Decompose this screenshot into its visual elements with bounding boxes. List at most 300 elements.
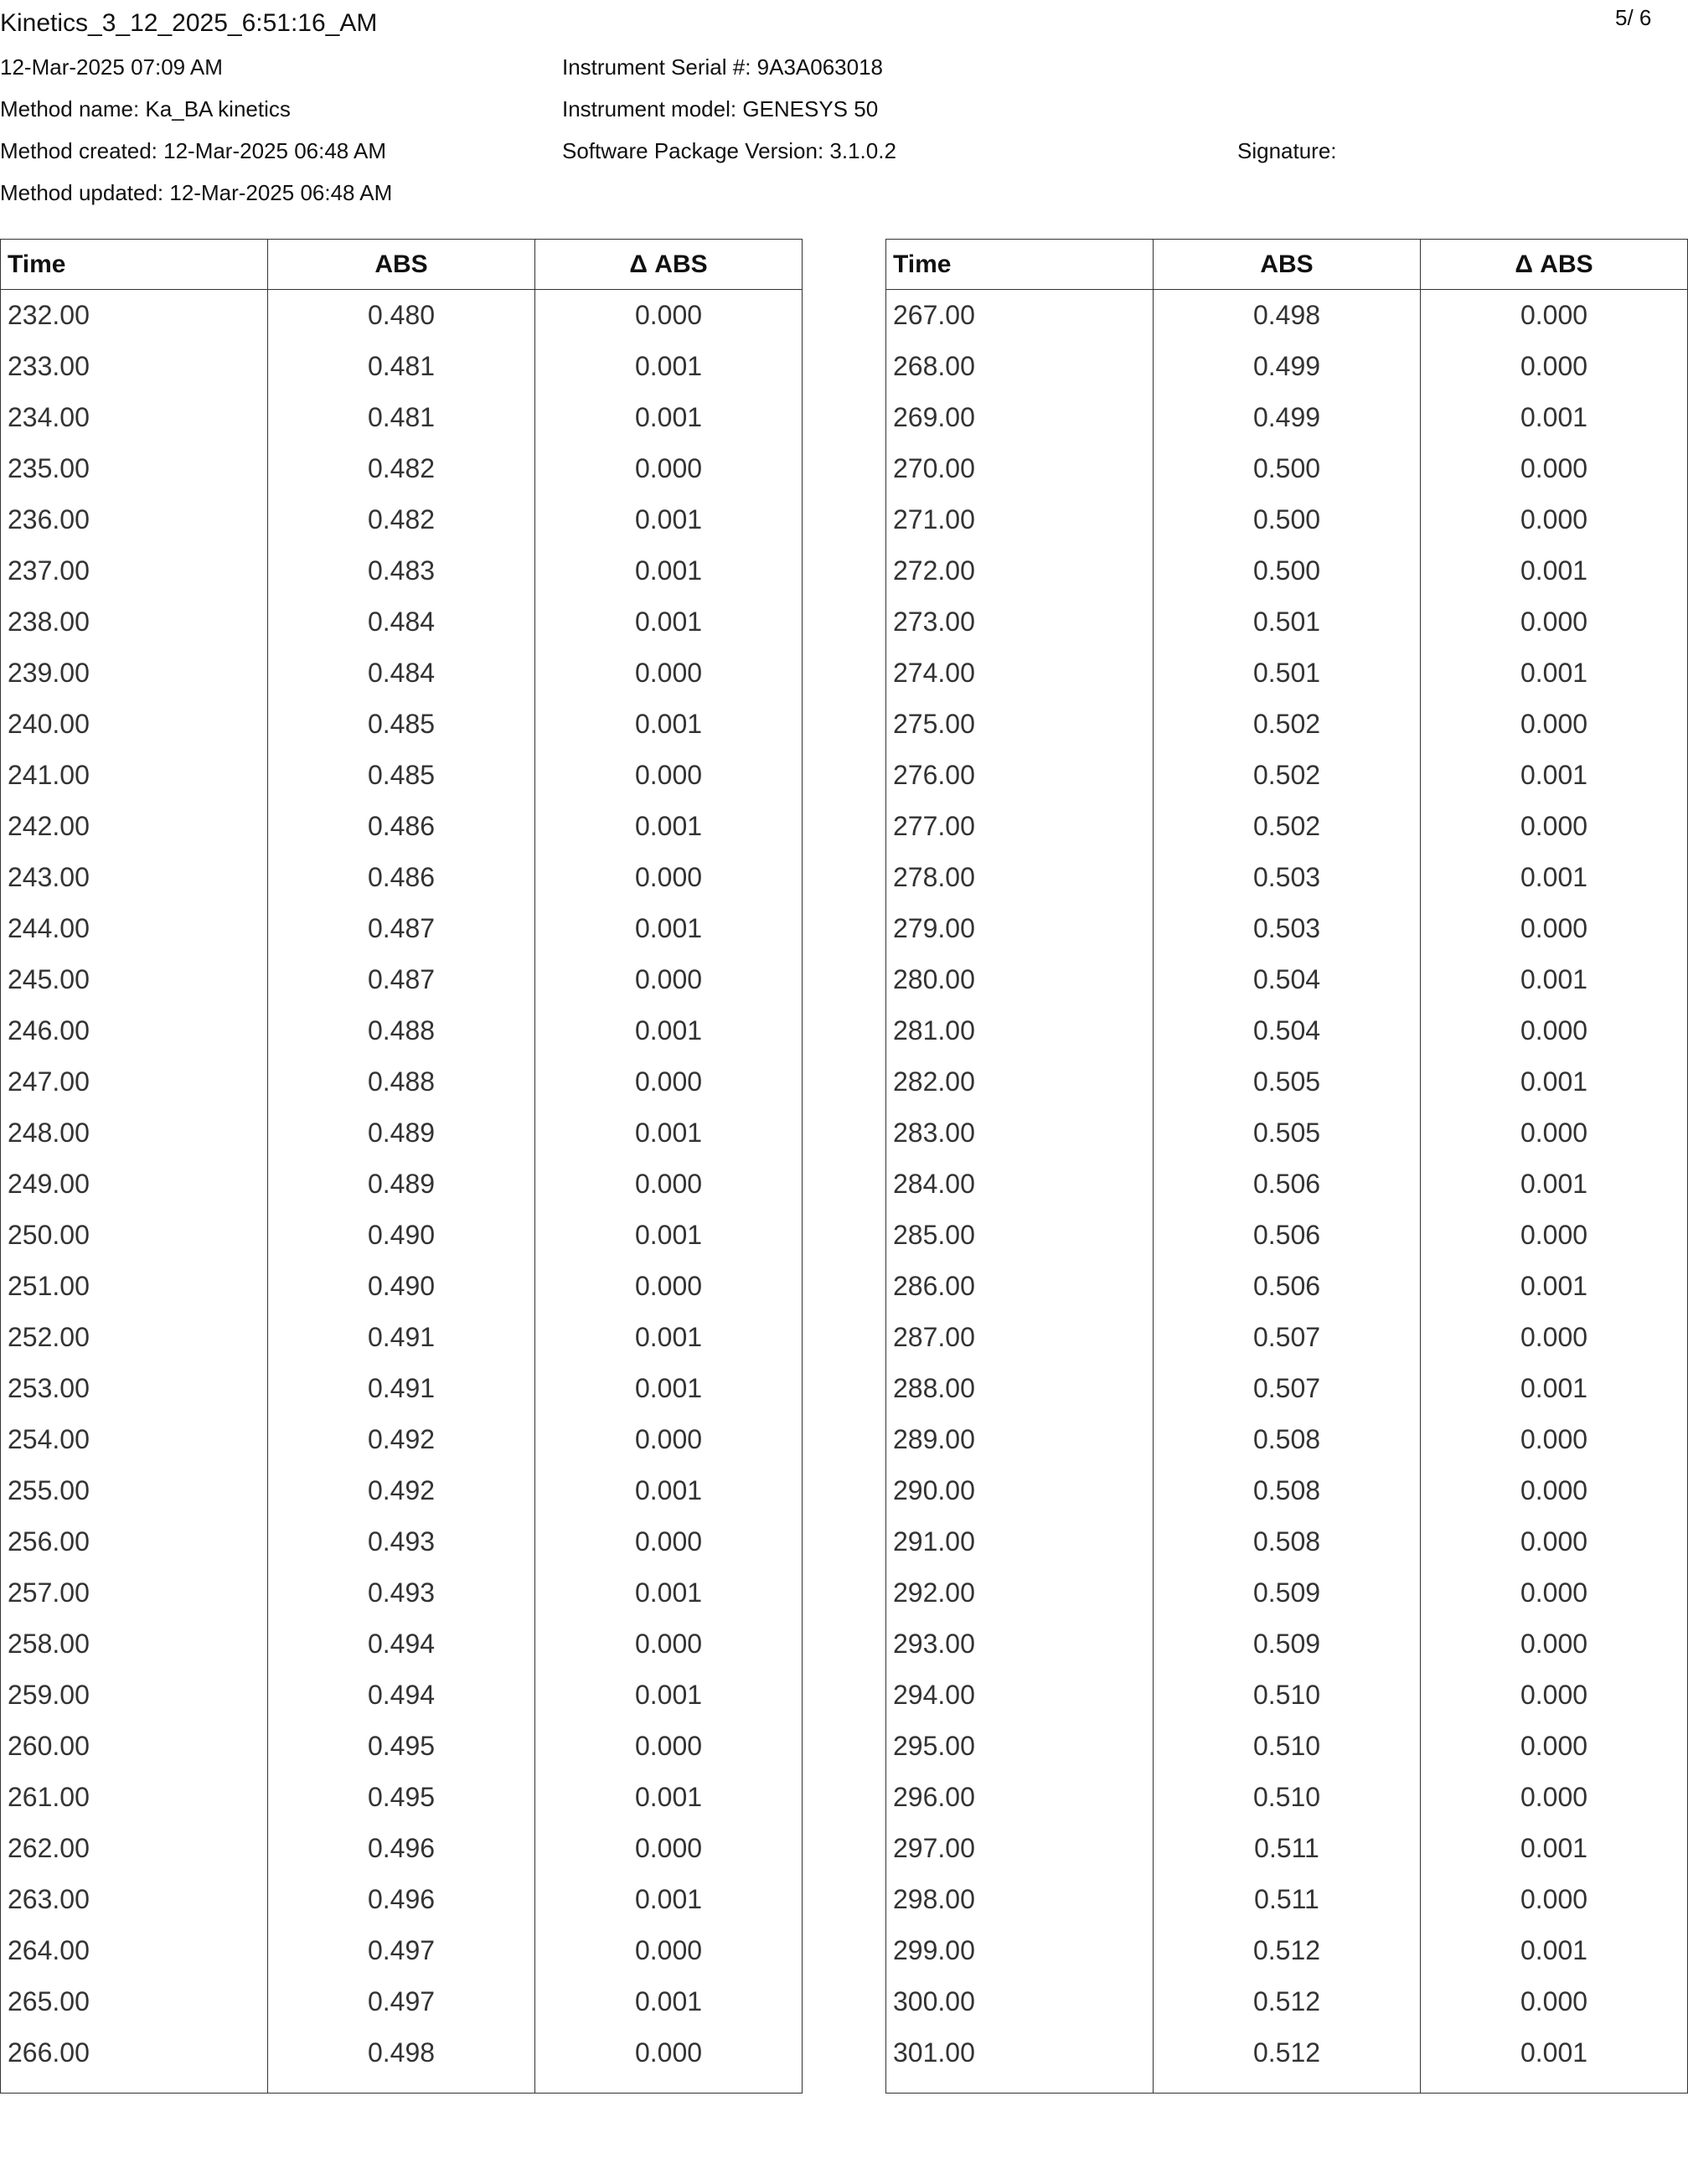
time-cell: 242.00	[1, 801, 268, 852]
table-row	[886, 1721, 1688, 1772]
delta-abs-cell: 0.001	[535, 1005, 803, 1056]
delta-abs-cell: 0.001	[535, 1312, 803, 1363]
time-cell: 296.00	[886, 1772, 1154, 1823]
delta-abs-cell: 0.000	[535, 1056, 803, 1107]
abs-cell: 0.497	[268, 1925, 535, 1976]
table-row	[886, 1107, 1688, 1159]
delta-abs-cell: 0.001	[535, 1772, 803, 1823]
delta-abs-cell: 0.001	[1421, 1925, 1688, 1976]
delta-abs-cell: 0.001	[1421, 1363, 1688, 1414]
abs-cell: 0.493	[268, 1516, 535, 1567]
time-cell: 282.00	[886, 1056, 1154, 1107]
time-cell: 265.00	[1, 1976, 268, 2027]
table-row	[1, 954, 803, 1005]
column-header-delta-abs: Δ ABS	[535, 240, 803, 290]
time-cell: 289.00	[886, 1414, 1154, 1465]
time-cell: 247.00	[1, 1056, 268, 1107]
table-row	[1, 699, 803, 750]
time-cell: 246.00	[1, 1005, 268, 1056]
abs-cell: 0.483	[268, 545, 535, 596]
abs-cell: 0.512	[1154, 1976, 1421, 2027]
table-row	[1, 801, 803, 852]
table-row	[1, 392, 803, 443]
time-cell: 237.00	[1, 545, 268, 596]
table-row	[886, 648, 1688, 699]
time-cell: 257.00	[1, 1567, 268, 1619]
time-cell: 253.00	[1, 1363, 268, 1414]
time-cell: 260.00	[1, 1721, 268, 1772]
time-cell: 272.00	[886, 545, 1154, 596]
time-cell: 275.00	[886, 699, 1154, 750]
time-cell: 243.00	[1, 852, 268, 903]
time-cell: 281.00	[886, 1005, 1154, 1056]
abs-cell: 0.487	[268, 954, 535, 1005]
time-cell: 240.00	[1, 699, 268, 750]
abs-cell: 0.502	[1154, 801, 1421, 852]
table-row	[886, 2027, 1688, 2093]
report-date: 12-Mar-2025 07:09 AM	[0, 54, 223, 80]
time-cell: 273.00	[886, 596, 1154, 648]
time-cell: 284.00	[886, 1159, 1154, 1210]
time-cell: 299.00	[886, 1925, 1154, 1976]
time-cell: 259.00	[1, 1670, 268, 1721]
time-cell: 256.00	[1, 1516, 268, 1567]
table-row	[1, 1261, 803, 1312]
time-cell: 254.00	[1, 1414, 268, 1465]
column-header-abs: ABS	[1154, 240, 1421, 290]
delta-abs-cell: 0.000	[1421, 699, 1688, 750]
delta-abs-cell: 0.000	[1421, 1516, 1688, 1567]
delta-abs-cell: 0.001	[535, 1874, 803, 1925]
delta-abs-cell: 0.001	[535, 801, 803, 852]
time-cell: 290.00	[886, 1465, 1154, 1516]
delta-abs-cell: 0.000	[535, 954, 803, 1005]
delta-abs-cell: 0.000	[1421, 1772, 1688, 1823]
table-row	[1, 1772, 803, 1823]
delta-abs-cell: 0.000	[1421, 1107, 1688, 1159]
time-cell: 233.00	[1, 341, 268, 392]
table-row	[1, 1874, 803, 1925]
delta-abs-cell: 0.000	[535, 1823, 803, 1874]
time-cell: 238.00	[1, 596, 268, 648]
delta-abs-cell: 0.001	[1421, 852, 1688, 903]
table-row	[1, 596, 803, 648]
abs-cell: 0.484	[268, 648, 535, 699]
delta-abs-cell: 0.001	[535, 494, 803, 545]
time-cell: 287.00	[886, 1312, 1154, 1363]
abs-cell: 0.507	[1154, 1363, 1421, 1414]
abs-cell: 0.488	[268, 1056, 535, 1107]
delta-abs-cell: 0.000	[1421, 1976, 1688, 2027]
abs-cell: 0.492	[268, 1465, 535, 1516]
delta-abs-cell: 0.001	[535, 392, 803, 443]
delta-abs-cell: 0.001	[535, 1976, 803, 2027]
table-row	[886, 954, 1688, 1005]
right-data-table	[885, 239, 1688, 2094]
instrument-model: Instrument model: GENESYS 50	[562, 96, 879, 121]
software-version: Software Package Version: 3.1.0.2	[562, 138, 896, 163]
abs-cell: 0.511	[1154, 1874, 1421, 1925]
signature-label: Signature:	[1237, 138, 1337, 163]
abs-cell: 0.502	[1154, 750, 1421, 801]
delta-abs-cell: 0.001	[1421, 392, 1688, 443]
instrument-serial: Instrument Serial #: 9A3A063018	[562, 54, 884, 80]
delta-abs-cell: 0.001	[1421, 2027, 1688, 2093]
document-title: Kinetics_3_12_2025_6:51:16_AM	[0, 9, 378, 37]
table-row	[886, 903, 1688, 954]
abs-cell: 0.489	[268, 1107, 535, 1159]
table-row	[1, 290, 803, 342]
time-cell: 285.00	[886, 1210, 1154, 1261]
time-cell: 248.00	[1, 1107, 268, 1159]
abs-cell: 0.495	[268, 1721, 535, 1772]
delta-abs-cell: 0.000	[535, 852, 803, 903]
time-cell: 280.00	[886, 954, 1154, 1005]
abs-cell: 0.493	[268, 1567, 535, 1619]
delta-abs-cell: 0.001	[535, 1670, 803, 1721]
delta-abs-cell: 0.000	[535, 1414, 803, 1465]
abs-cell: 0.511	[1154, 1823, 1421, 1874]
abs-cell: 0.510	[1154, 1772, 1421, 1823]
time-cell: 283.00	[886, 1107, 1154, 1159]
delta-abs-cell: 0.000	[1421, 494, 1688, 545]
abs-cell: 0.484	[268, 596, 535, 648]
abs-cell: 0.500	[1154, 443, 1421, 494]
time-cell: 292.00	[886, 1567, 1154, 1619]
time-cell: 258.00	[1, 1619, 268, 1670]
abs-cell: 0.496	[268, 1823, 535, 1874]
table-row	[1, 1976, 803, 2027]
table-row	[886, 1312, 1688, 1363]
table-row	[1, 1567, 803, 1619]
abs-cell: 0.506	[1154, 1261, 1421, 1312]
abs-cell: 0.507	[1154, 1312, 1421, 1363]
abs-cell: 0.505	[1154, 1107, 1421, 1159]
delta-abs-cell: 0.000	[535, 1261, 803, 1312]
abs-cell: 0.481	[268, 392, 535, 443]
table-row	[886, 852, 1688, 903]
abs-cell: 0.499	[1154, 392, 1421, 443]
abs-cell: 0.503	[1154, 903, 1421, 954]
delta-abs-cell: 0.001	[535, 699, 803, 750]
delta-abs-cell: 0.000	[535, 1925, 803, 1976]
table-row	[1, 1414, 803, 1465]
abs-cell: 0.502	[1154, 699, 1421, 750]
table-row	[886, 1619, 1688, 1670]
abs-cell: 0.509	[1154, 1619, 1421, 1670]
table-row	[1, 1363, 803, 1414]
delta-abs-cell: 0.001	[1421, 1261, 1688, 1312]
time-cell: 270.00	[886, 443, 1154, 494]
time-cell: 300.00	[886, 1976, 1154, 2027]
delta-abs-cell: 0.000	[535, 1159, 803, 1210]
table-row	[886, 1261, 1688, 1312]
delta-abs-cell: 0.000	[1421, 1619, 1688, 1670]
table-row	[886, 750, 1688, 801]
abs-cell: 0.503	[1154, 852, 1421, 903]
abs-cell: 0.501	[1154, 648, 1421, 699]
time-cell: 294.00	[886, 1670, 1154, 1721]
delta-abs-cell: 0.000	[535, 2027, 803, 2093]
table-row	[886, 1874, 1688, 1925]
time-cell: 261.00	[1, 1772, 268, 1823]
time-cell: 278.00	[886, 852, 1154, 903]
table-row	[886, 1976, 1688, 2027]
delta-abs-cell: 0.000	[1421, 1005, 1688, 1056]
delta-abs-cell: 0.000	[535, 290, 803, 342]
table-row	[1, 750, 803, 801]
table-row	[1, 648, 803, 699]
abs-cell: 0.512	[1154, 1925, 1421, 1976]
column-header-abs: ABS	[268, 240, 535, 290]
abs-cell: 0.491	[268, 1312, 535, 1363]
table-row	[886, 545, 1688, 596]
time-cell: 236.00	[1, 494, 268, 545]
abs-cell: 0.482	[268, 443, 535, 494]
time-cell: 301.00	[886, 2027, 1154, 2093]
time-cell: 250.00	[1, 1210, 268, 1261]
time-cell: 274.00	[886, 648, 1154, 699]
delta-abs-cell: 0.000	[535, 1619, 803, 1670]
table-row	[1, 1210, 803, 1261]
abs-cell: 0.505	[1154, 1056, 1421, 1107]
delta-abs-cell: 0.000	[1421, 1567, 1688, 1619]
delta-abs-cell: 0.000	[1421, 1874, 1688, 1925]
abs-cell: 0.487	[268, 903, 535, 954]
time-cell: 251.00	[1, 1261, 268, 1312]
time-cell: 291.00	[886, 1516, 1154, 1567]
abs-cell: 0.504	[1154, 954, 1421, 1005]
table-row	[1, 545, 803, 596]
table-row	[1, 852, 803, 903]
table-row	[1, 1925, 803, 1976]
abs-cell: 0.486	[268, 801, 535, 852]
time-cell: 263.00	[1, 1874, 268, 1925]
abs-cell: 0.508	[1154, 1465, 1421, 1516]
time-cell: 262.00	[1, 1823, 268, 1874]
abs-cell: 0.504	[1154, 1005, 1421, 1056]
method-created: Method created: 12-Mar-2025 06:48 AM	[0, 138, 387, 163]
abs-cell: 0.489	[268, 1159, 535, 1210]
time-cell: 269.00	[886, 392, 1154, 443]
delta-abs-cell: 0.001	[535, 596, 803, 648]
delta-abs-cell: 0.000	[1421, 1414, 1688, 1465]
abs-cell: 0.506	[1154, 1210, 1421, 1261]
time-cell: 268.00	[886, 341, 1154, 392]
table-row	[1, 1619, 803, 1670]
time-cell: 279.00	[886, 903, 1154, 954]
time-cell: 276.00	[886, 750, 1154, 801]
table-row	[886, 1670, 1688, 1721]
time-cell: 271.00	[886, 494, 1154, 545]
delta-abs-cell: 0.000	[1421, 443, 1688, 494]
delta-abs-cell: 0.000	[535, 750, 803, 801]
table-row	[1, 494, 803, 545]
abs-cell: 0.499	[1154, 341, 1421, 392]
abs-cell: 0.491	[268, 1363, 535, 1414]
delta-abs-cell: 0.000	[1421, 1721, 1688, 1772]
abs-cell: 0.500	[1154, 545, 1421, 596]
delta-abs-cell: 0.000	[1421, 1465, 1688, 1516]
delta-abs-cell: 0.000	[1421, 1312, 1688, 1363]
table-row	[886, 1005, 1688, 1056]
delta-abs-cell: 0.001	[1421, 954, 1688, 1005]
time-cell: 293.00	[886, 1619, 1154, 1670]
delta-abs-cell: 0.001	[1421, 750, 1688, 801]
table-row	[886, 290, 1688, 342]
delta-abs-cell: 0.001	[1421, 1159, 1688, 1210]
abs-cell: 0.488	[268, 1005, 535, 1056]
time-cell: 239.00	[1, 648, 268, 699]
table-row	[1, 1670, 803, 1721]
time-cell: 249.00	[1, 1159, 268, 1210]
abs-cell: 0.486	[268, 852, 535, 903]
table-header-row	[886, 240, 1688, 290]
delta-abs-cell: 0.001	[535, 545, 803, 596]
delta-abs-cell: 0.001	[1421, 1823, 1688, 1874]
delta-abs-cell: 0.001	[1421, 545, 1688, 596]
delta-abs-cell: 0.000	[1421, 341, 1688, 392]
table-row	[886, 1363, 1688, 1414]
table-header-row	[1, 240, 803, 290]
time-cell: 298.00	[886, 1874, 1154, 1925]
left-data-table	[0, 239, 803, 2094]
table-row	[886, 1056, 1688, 1107]
time-cell: 277.00	[886, 801, 1154, 852]
abs-cell: 0.498	[268, 2027, 535, 2093]
table-row	[1, 1516, 803, 1567]
table-row	[1, 1159, 803, 1210]
abs-cell: 0.480	[268, 290, 535, 342]
table-row	[1, 1312, 803, 1363]
abs-cell: 0.506	[1154, 1159, 1421, 1210]
time-cell: 245.00	[1, 954, 268, 1005]
time-cell: 241.00	[1, 750, 268, 801]
time-cell: 267.00	[886, 290, 1154, 342]
abs-cell: 0.490	[268, 1261, 535, 1312]
table-row	[1, 1056, 803, 1107]
table-row	[886, 1823, 1688, 1874]
time-cell: 297.00	[886, 1823, 1154, 1874]
abs-cell: 0.494	[268, 1619, 535, 1670]
delta-abs-cell: 0.000	[1421, 801, 1688, 852]
delta-abs-cell: 0.001	[1421, 1056, 1688, 1107]
delta-abs-cell: 0.000	[1421, 903, 1688, 954]
table-row	[1, 443, 803, 494]
time-cell: 232.00	[1, 290, 268, 342]
table-row	[1, 1465, 803, 1516]
time-cell: 264.00	[1, 1925, 268, 1976]
table-row	[1, 2027, 803, 2093]
time-cell: 234.00	[1, 392, 268, 443]
abs-cell: 0.495	[268, 1772, 535, 1823]
abs-cell: 0.490	[268, 1210, 535, 1261]
abs-cell: 0.509	[1154, 1567, 1421, 1619]
column-header-delta-abs: Δ ABS	[1421, 240, 1688, 290]
time-cell: 266.00	[1, 2027, 268, 2093]
table-row	[886, 1567, 1688, 1619]
abs-cell: 0.485	[268, 750, 535, 801]
delta-abs-cell: 0.000	[1421, 290, 1688, 342]
table-row	[886, 443, 1688, 494]
abs-cell: 0.500	[1154, 494, 1421, 545]
delta-abs-cell: 0.001	[535, 1363, 803, 1414]
table-row	[886, 1772, 1688, 1823]
table-row	[886, 341, 1688, 392]
delta-abs-cell: 0.000	[1421, 1670, 1688, 1721]
table-row	[886, 1465, 1688, 1516]
time-cell: 252.00	[1, 1312, 268, 1363]
delta-abs-cell: 0.001	[535, 341, 803, 392]
delta-abs-cell: 0.000	[1421, 1210, 1688, 1261]
abs-cell: 0.508	[1154, 1414, 1421, 1465]
abs-cell: 0.508	[1154, 1516, 1421, 1567]
delta-abs-cell: 0.000	[1421, 596, 1688, 648]
abs-cell: 0.485	[268, 699, 535, 750]
table-row	[886, 1925, 1688, 1976]
abs-cell: 0.492	[268, 1414, 535, 1465]
delta-abs-cell: 0.000	[535, 1516, 803, 1567]
table-row	[886, 494, 1688, 545]
delta-abs-cell: 0.001	[535, 903, 803, 954]
delta-abs-cell: 0.001	[535, 1567, 803, 1619]
table-row	[886, 1414, 1688, 1465]
table-row	[886, 801, 1688, 852]
table-row	[1, 903, 803, 954]
abs-cell: 0.512	[1154, 2027, 1421, 2093]
time-cell: 235.00	[1, 443, 268, 494]
table-row	[886, 596, 1688, 648]
abs-cell: 0.481	[268, 341, 535, 392]
abs-cell: 0.497	[268, 1976, 535, 2027]
column-header-time: Time	[886, 240, 1154, 290]
delta-abs-cell: 0.000	[535, 443, 803, 494]
delta-abs-cell: 0.000	[535, 1721, 803, 1772]
time-cell: 286.00	[886, 1261, 1154, 1312]
abs-cell: 0.494	[268, 1670, 535, 1721]
table-row	[886, 1159, 1688, 1210]
table-row	[886, 1516, 1688, 1567]
time-cell: 295.00	[886, 1721, 1154, 1772]
time-cell: 288.00	[886, 1363, 1154, 1414]
abs-cell: 0.501	[1154, 596, 1421, 648]
table-row	[1, 341, 803, 392]
abs-cell: 0.510	[1154, 1670, 1421, 1721]
time-cell: 255.00	[1, 1465, 268, 1516]
method-name: Method name: Ka_BA kinetics	[0, 96, 291, 121]
abs-cell: 0.482	[268, 494, 535, 545]
column-header-time: Time	[1, 240, 268, 290]
table-row	[1, 1107, 803, 1159]
page-number: 5/ 6	[1615, 5, 1652, 30]
delta-abs-cell: 0.001	[535, 1465, 803, 1516]
abs-cell: 0.498	[1154, 290, 1421, 342]
abs-cell: 0.496	[268, 1874, 535, 1925]
table-row	[1, 1721, 803, 1772]
delta-abs-cell: 0.001	[535, 1210, 803, 1261]
table-row	[1, 1005, 803, 1056]
delta-abs-cell: 0.000	[535, 648, 803, 699]
method-updated: Method updated: 12-Mar-2025 06:48 AM	[0, 180, 393, 205]
table-row	[886, 699, 1688, 750]
table-row	[886, 392, 1688, 443]
delta-abs-cell: 0.001	[535, 1107, 803, 1159]
table-row	[1, 1823, 803, 1874]
abs-cell: 0.510	[1154, 1721, 1421, 1772]
delta-abs-cell: 0.001	[1421, 648, 1688, 699]
time-cell: 244.00	[1, 903, 268, 954]
table-row	[886, 1210, 1688, 1261]
